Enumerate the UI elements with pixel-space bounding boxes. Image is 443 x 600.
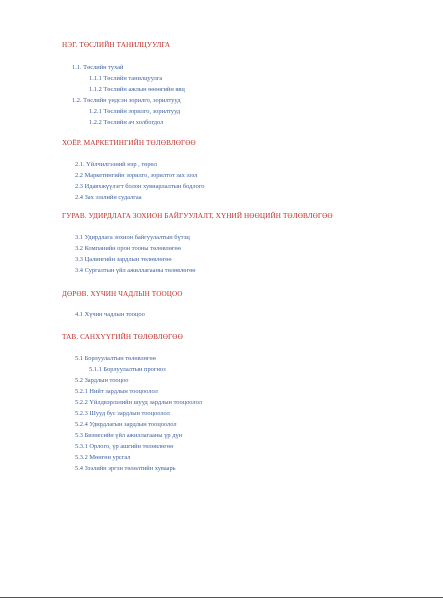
toc-item-3-4: 3.4 Сургалтын үйл ажиллагааны төлөвлөгөө bbox=[75, 267, 196, 274]
toc-item-2-2: 2.2 Маркетингийн зорилго, зорилтот зах зээл bbox=[75, 172, 198, 179]
section-heading-2: ХОЁР. МАРКЕТИНГИЙН ТӨЛӨВЛӨГӨӨ bbox=[62, 139, 196, 147]
toc-item-5-2-3: 5.2.3 Шууд бус зардлын тооцоолол bbox=[75, 410, 170, 417]
section-heading-3: ГУРАВ. УДИРДЛАГА ЗОХИОН БАЙГУУЛАЛТ, ХҮНИЙ НӨӨЦИЙН ТӨЛӨВЛӨГӨӨ bbox=[62, 212, 333, 220]
toc-item-1-2: 1.2. Төслийн үндсэн зорилго, зорилтууд bbox=[72, 97, 181, 104]
toc-item-1-2-1: 1.2.1 Төслийн зорилго, зорилтууд bbox=[89, 108, 181, 115]
toc-item-3-3: 3.3 Цалингийн зардлын төлөвлөгөө bbox=[75, 256, 172, 263]
toc-item-5-3: 5.3 Бизнесийн үйл ажиллагааны үр дүн bbox=[75, 432, 183, 439]
toc-item-2-1: 2.1. Үйлчилгээний нэр , төрөл bbox=[75, 161, 157, 168]
toc-item-1-1-1: 1.1.1 Төслийн танилцуулга bbox=[89, 75, 163, 82]
toc-item-3-1: 3.1 Удирдлага зохион байгуулалтын бүтэц bbox=[75, 234, 190, 241]
toc-item-1-1-2: 1.1.2 Төслийн ажлын өөөөгийн явц bbox=[89, 86, 185, 93]
toc-item-1-2-2: 1.2.2 Төслийн ач холбогдол bbox=[89, 119, 164, 126]
toc-item-5-4: 5.4 Зээлийн эргэн төлөлтийн хуваарь bbox=[75, 465, 176, 472]
toc-item-5-1: 5.1 Борлуулалтын төлөвлөгөө bbox=[75, 355, 156, 362]
toc-item-2-3: 2.3 Идавхжүүлэгт болон хувиарлалтын бодлого bbox=[75, 183, 205, 190]
toc-item-4-1: 4.1 Хүчин чадлын тооцоо bbox=[75, 311, 145, 318]
toc-item-5-1-1: 5.1.1 Борлуулалтын прогноз bbox=[89, 366, 166, 373]
page-bottom-divider bbox=[0, 597, 443, 598]
toc-item-5-2: 5.2 Зардлын тооцоо bbox=[75, 377, 129, 384]
toc-item-5-3-2: 5.3.2 Мөнгөн урсгал bbox=[75, 454, 131, 461]
section-heading-1: НЭГ. ТӨСЛИЙН ТАНИЛЦУУЛГА bbox=[62, 41, 171, 49]
toc-item-2-4: 2.4 Зах зээлийн судалгаа bbox=[75, 194, 142, 201]
toc-item-5-2-4: 5.2.4 Удирдлагын зардлын тооцоолол bbox=[75, 421, 177, 428]
toc-item-5-2-2: 5.2.2 Үйлдвэрлэлийн шууд зардлын тооцоолол bbox=[75, 399, 202, 406]
toc-item-3-2: 3.2 Компанийн орон тооны төлөвлөгөө bbox=[75, 245, 181, 252]
toc-item-1-1: 1.1. Төслийн тухай bbox=[72, 64, 124, 71]
section-heading-5: ТАВ. САНХҮҮГИЙН ТӨЛӨВЛӨГӨӨ bbox=[62, 333, 183, 341]
section-heading-4: ДӨРӨВ. ХҮЧИН ЧАДЛЫН ТООЦОО bbox=[62, 290, 183, 298]
toc-item-5-2-1: 5.2.1 Нийт зардлын тооцоолол bbox=[75, 388, 158, 395]
toc-item-5-3-1: 5.3.1 Орлого, үр ашгийн төлөвлөгөө bbox=[75, 443, 174, 450]
